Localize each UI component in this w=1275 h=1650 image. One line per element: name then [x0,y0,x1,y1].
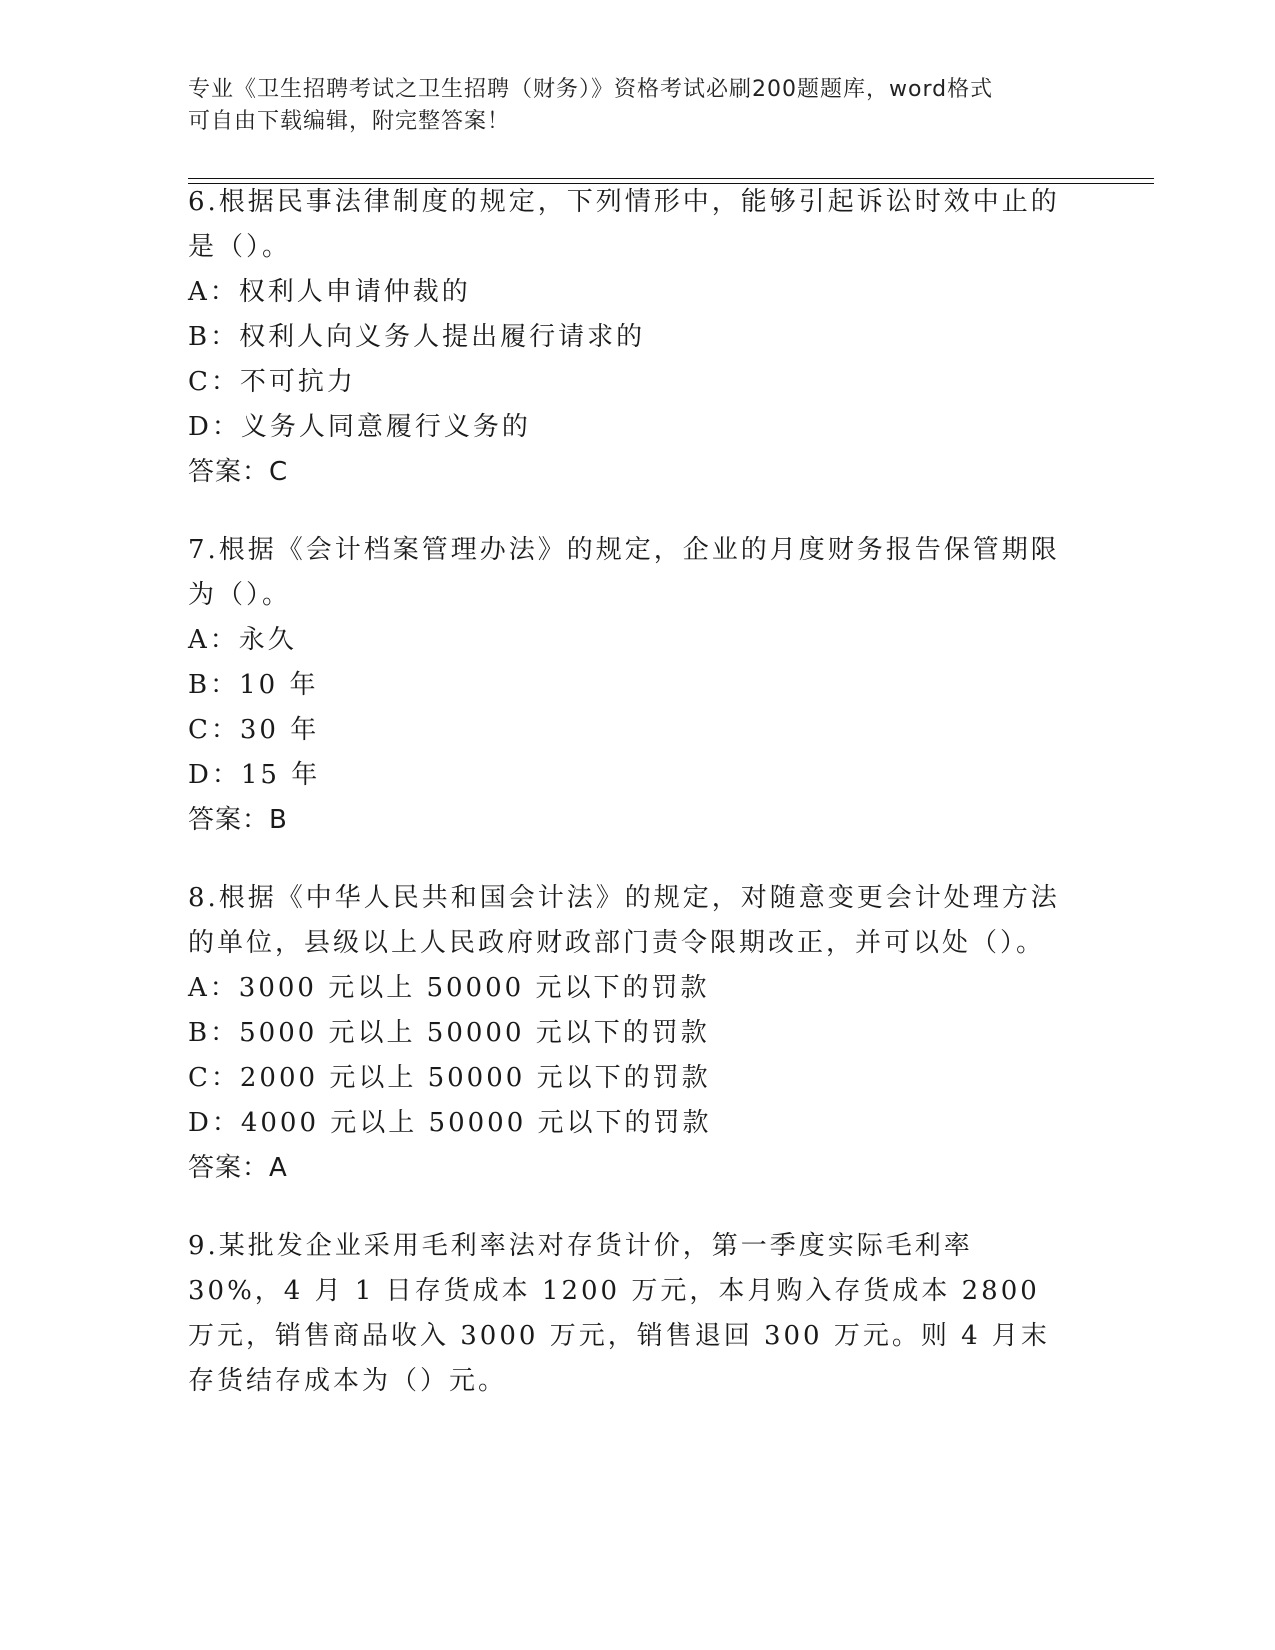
option-a: A：权利人申请仲裁的 [188,277,471,307]
option-a: A：永久 [188,625,297,655]
option-a: A：3000 元以上 50000 元以下的罚款 [188,973,710,1003]
option-b: B：5000 元以上 50000 元以下的罚款 [188,1018,710,1048]
answer: 答案：B [188,805,288,835]
header-line-2: 可自由下载编辑，附完整答案！ [188,109,511,134]
answer: 答案：A [188,1153,288,1183]
option-b: B：权利人向义务人提出履行请求的 [188,322,646,352]
answer: 答案：C [188,457,289,487]
question-9 [188,1224,1068,1404]
option-c: C：2000 元以上 50000 元以下的罚款 [188,1063,711,1093]
question-6 [188,180,1068,495]
question-text: 8.根据《中华人民共和国会计法》的规定，对随意变更会计处理方法的单位，县级以上人民政府财政部门责令限期改正，并可以处（）。 [188,883,1060,958]
option-d: D：15 年 [188,760,321,790]
question-8 [188,876,1068,1191]
option-c: C：不可抗力 [188,367,356,397]
header-line-1: 专业《卫生招聘考试之卫生招聘（财务）》资格考试必刷200题题库，word格式 [188,77,994,102]
question-7 [188,528,1068,843]
option-d: D：4000 元以上 50000 元以下的罚款 [188,1108,712,1138]
option-c: C：30 年 [188,715,320,745]
question-text: 9.某批发企业采用毛利率法对存货计价，第一季度实际毛利率 30%，4 月 1 日存货成本 1200 万元，本月购入存货成本 2800 万元，销售商品收入 3000 万元，销售退回 300 万元。则 4 月末存货结存成本为（）元。 [188,1231,1050,1396]
question-text: 7.根据《会计档案管理办法》的规定，企业的月度财务报告保管期限为（）。 [188,535,1060,610]
option-d: D：义务人同意履行义务的 [188,412,531,442]
header-divider-top [188,178,1154,179]
option-b: B：10 年 [188,670,319,700]
document-header [188,74,1068,138]
question-text: 6.根据民事法律制度的规定，下列情形中，能够引起诉讼时效中止的是（）。 [188,187,1060,262]
